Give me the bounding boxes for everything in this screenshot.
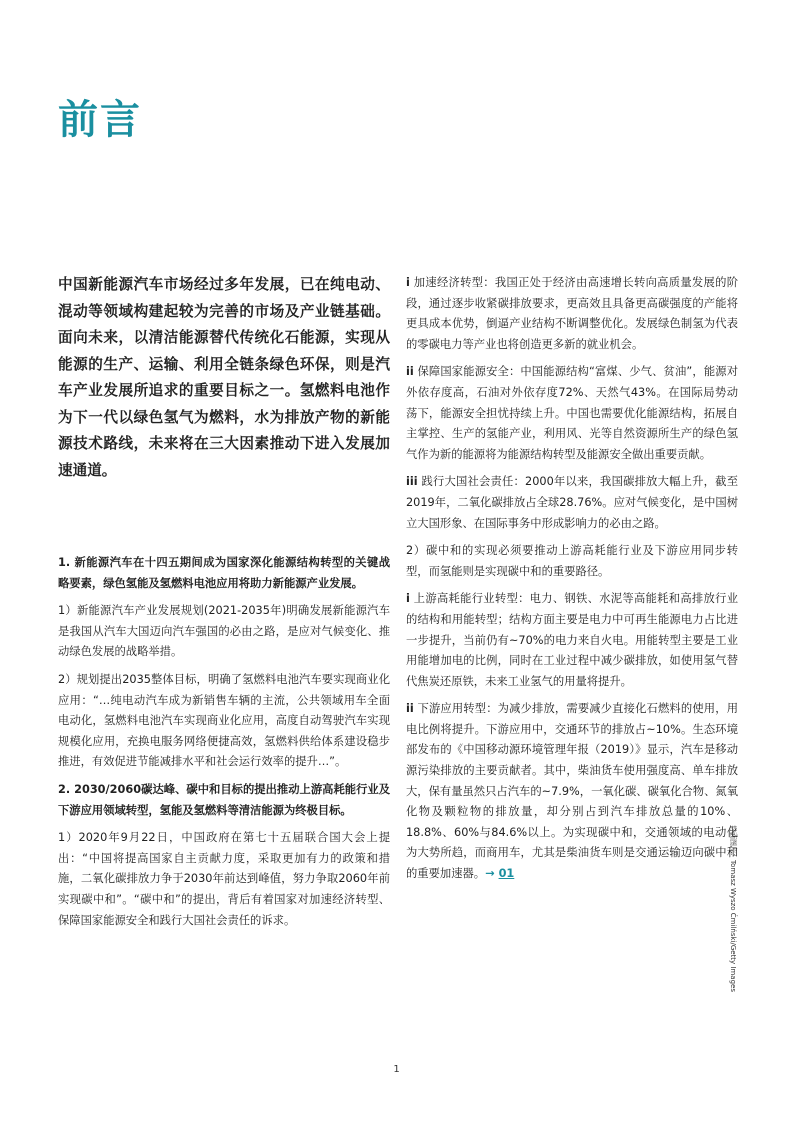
paragraph: 2）碳中和的实现必须要推动上游高耗能行业及下游应用同步转型，而氢能则是实现碳中和的重要路径。 <box>406 544 738 578</box>
arrow-right-icon: → <box>485 867 495 881</box>
paragraph: 1）新能源汽车产业发展规划(2021-2035年)明确发展新能源汽车是我国从汽车大国迈向汽车强国的必由之路，是应对气候变化、推动绿色发展的战略举措。 <box>58 604 390 659</box>
section-heading-2: 2. 2030/2060碳达峰、碳中和目标的提出推动上游高耗能行业及下游应用领域转型，氢能及氢燃料等清洁能源为终极目标。 <box>58 782 390 817</box>
intro-paragraph: 中国新能源汽车市场经过多年发展，已在纯电动、混动等领域构建起较为完善的市场及产业链基础。面向未来，以清洁能源替代传统化石能源，实现从能源的生产、运输、利用全链条绿色环保，则是汽车产业发展所追求的重要目标之一。氢燃料电池作为下一代以绿色氢气为燃料，水为排放产物的新能源技术路线，未来将在三大因素推动下进入发展加速通道。 <box>58 276 390 479</box>
list-item-text: 下游应用转型：为减少排放，需要减少直接化石燃料的使用，用电比例将提升。下游应用中，交通环节的排放占~10%。生态环境部发布的《中国移动源环境管理年报（2019）》显示，汽车是移动源污染排放的主要贡献者。其中，柴油货车使用强度高、单车排放大，保有量虽然只占汽车的~7.9%，一氧化碳、碳氧化合物、氮氧化物及颗粒物的排放量，却分别占到汽车排放总量的10%、18.8%、60%与84.6%以上。为实现碳中和，交通领域的电动化为大势所趋，而商用车，尤其是柴油货车则是交通运输迈向碳中和的重要加速器。 <box>406 702 738 881</box>
list-item-text: 加速经济转型：我国正处于经济由高速增长转向高质量发展的阶段，通过逐步收紧碳排放要求，更高效且具备更高碳强度的产能将更具成本优势，倒逼产业结构不断调整优化。发展绿色制氢为代表的零碳电力等产业也将创造更多新的就业机会。 <box>406 276 738 351</box>
list-marker: i <box>406 276 410 289</box>
list-marker: ii <box>406 365 414 379</box>
list-item-text: 保障国家能源安全：中国能源结构“富煤、少气、贫油”，能源对外依存度高，石油对外依存度72%、天然气43%。在国际局势动荡下，能源安全担忧持续上升。中国也需要优化能源结构，拓展自主掌控、生产的氢能产业，利用风、光等自然资源所生产的绿色氢气作为新的能源将为能源结构转型及能源安全做出重要贡献。 <box>406 365 738 461</box>
list-item-text: 上游高耗能行业转型：电力、钢铁、水泥等高能耗和高排放行业的结构和用能转型；结构方面主要是电力中可再生能源电力占比进一步提升，当前仍有~70%的电力来自火电。用能转型主要是工业用能增加电的比例，同时在工业过程中减少碳排放，如使用氢气替代焦炭还原铁，未来工业氢气的用量将提升。 <box>406 592 738 688</box>
list-item <box>406 273 738 355</box>
reference-link-01[interactable]: 01 <box>498 867 515 881</box>
list-marker: i <box>406 592 410 606</box>
left-column <box>58 553 390 938</box>
list-item <box>406 699 738 884</box>
paragraph: 2）规划提出2035整体目标，明确了氢燃料电池汽车要实现商业化应用：“…纯电动汽车成为新销售车辆的主流，公共领域用车全面电动化，氢燃料电池汽车实现商业化应用，高度自动驾驶汽车实现规模化应用，充换电服务网络便捷高效，氢燃料供给体系建设稳步推进，有效促进节能减排水平和社会运行效率的提升…”。 <box>58 672 390 769</box>
list-marker: iii <box>406 475 418 489</box>
list-item <box>406 589 738 692</box>
list-item <box>406 362 738 465</box>
list-marker: ii <box>406 702 414 716</box>
right-column <box>406 273 738 892</box>
list-item-text: 践行大国社会责任：2000年以来，我国碳排放大幅上升，截至2019年，二氧化碳排放占全球28.76%。应对气候变化，是中国树立大国形象、在国际事务中形成影响力的必由之路。 <box>406 475 738 530</box>
page-title: 前言 <box>58 97 142 143</box>
paragraph: 1）2020年9月22日，中国政府在第七十五届联合国大会上提出：“中国将提高国家自主贡献力度，采取更加有力的政策和措施，二氧化碳排放力争于2030年前达到峰值，努力争取2060年前实现碳中和”。“碳中和”的提出，背后有着国家对加速经济转型、保障国家能源安全和践行大国社会责任的诉求。 <box>58 831 390 927</box>
list-item <box>406 472 738 534</box>
image-credit: 封面图片：Tomasz Wyszo Ćmilński/Getty Images <box>729 825 737 992</box>
page-number: 1 <box>393 1064 400 1075</box>
section-heading-1: 1. 新能源汽车在十四五期间成为国家深化能源结构转型的关键战略要素，绿色氢能及氢燃料电池应用将助力新能源产业发展。 <box>58 556 390 590</box>
